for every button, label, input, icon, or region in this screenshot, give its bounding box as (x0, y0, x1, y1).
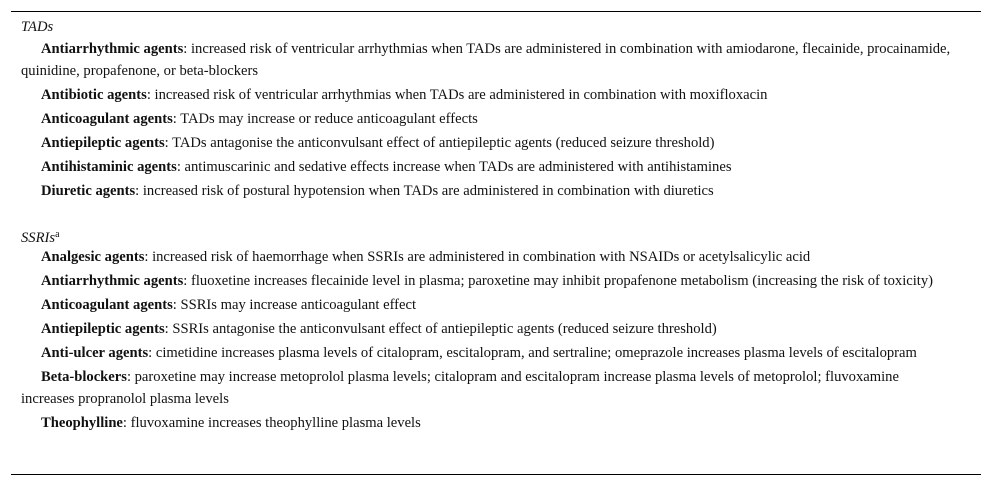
section-title-ssris (21, 224, 951, 246)
agent-description: : increased risk of postural hypotension when TADs are administered in combination with diuretics (135, 183, 714, 199)
agent-name: Antihistaminic agents (41, 159, 177, 175)
agent-description: : paroxetine may increase metoprolol plasma levels; citalopram and escitalopram increase plasma levels of metoprolol; fluvoxamine increases propranolol plasma levels (21, 369, 899, 407)
agent-description: : SSRIs may increase anticoagulant effect (172, 297, 417, 313)
table-row (21, 318, 951, 340)
agent-description: : fluoxetine increases flecainide level in plasma; paroxetine may inhibit propafenone metabolism (increasing the risk of toxicity) (183, 273, 933, 289)
agent-description: : TADs antagonise the anticonvulsant effect of antiepileptic agents (reduced seizure threshold) (164, 135, 715, 151)
agent-name: Anti-ulcer agents (41, 345, 149, 361)
agent-description: : cimetidine increases plasma levels of citalopram, escitalopram, and sertraline; omeprazole increases plasma levels of escitalopram (148, 345, 917, 361)
table-row (21, 156, 951, 178)
section-spacer (21, 204, 951, 224)
agent-name: Antiepileptic agents (41, 135, 165, 151)
agent-name: Diuretic agents (41, 183, 136, 199)
agent-description: : increased risk of ventricular arrhythmias when TADs are administered in combination with amiodarone, flecainide, procainamide, quinidine, propafenone, or beta-blockers (21, 41, 951, 79)
table-row (21, 342, 951, 364)
section-title-tads (21, 16, 951, 38)
interactions-table (11, 11, 981, 475)
agent-name: Antiarrhythmic agents (41, 41, 184, 57)
agent-name: Anticoagulant agents (41, 297, 173, 313)
table-row (21, 38, 951, 82)
agent-description: : increased risk of haemorrhage when SSRIs are administered in combination with NSAIDs or acetylsalicylic acid (144, 249, 811, 265)
agent-name: Anticoagulant agents (41, 111, 173, 127)
agent-description: : fluvoxamine increases theophylline plasma levels (122, 415, 421, 431)
agent-name: Antiarrhythmic agents (41, 273, 184, 289)
table-row (21, 412, 951, 434)
table-content (21, 16, 951, 436)
agent-name: Analgesic agents (41, 249, 145, 265)
agent-description: : SSRIs antagonise the anticonvulsant effect of antiepileptic agents (reduced seizure threshold) (164, 321, 717, 337)
section-title-text: TADs (21, 19, 54, 35)
agent-description: : antimuscarinic and sedative effects increase when TADs are administered with antihistamines (176, 159, 732, 175)
agent-name: Theophylline (41, 415, 123, 431)
table-row (21, 132, 951, 154)
table-row (21, 246, 951, 268)
agent-description: : TADs may increase or reduce anticoagulant effects (172, 111, 478, 127)
table-row (21, 108, 951, 130)
table-row (21, 180, 951, 202)
section-title-text: SSRIs (21, 230, 56, 246)
table-row (21, 84, 951, 106)
table-row (21, 270, 951, 292)
agent-name: Beta-blockers (41, 369, 127, 385)
agent-name: Antiepileptic agents (41, 321, 165, 337)
table-row (21, 366, 951, 410)
agent-name: Antibiotic agents (41, 87, 147, 103)
agent-description: : increased risk of ventricular arrhythmias when TADs are administered in combination with moxifloxacin (146, 87, 768, 103)
table-row (21, 294, 951, 316)
footnote-marker: a (55, 229, 60, 240)
